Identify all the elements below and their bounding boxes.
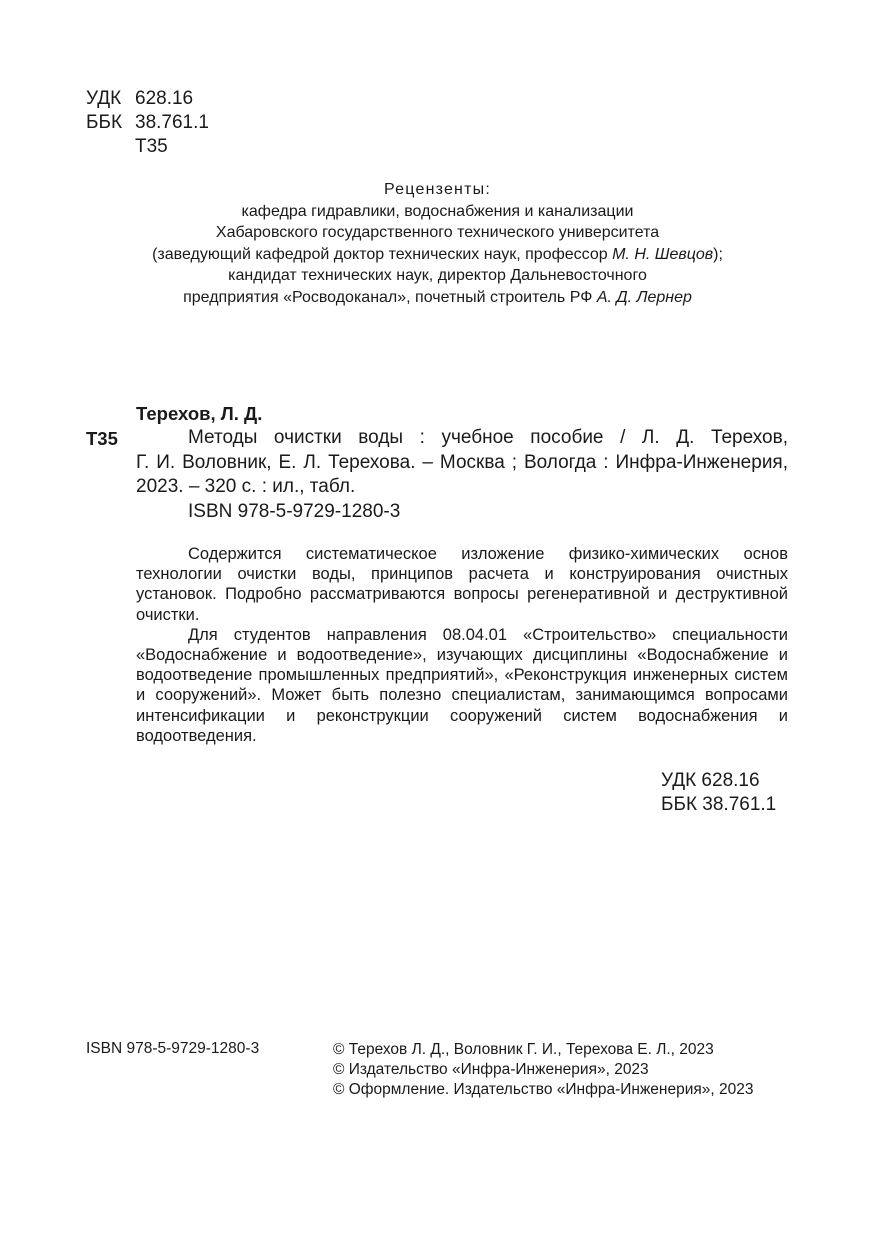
bbk-bottom: ББК 38.761.1 — [661, 794, 777, 815]
author-mark-row — [86, 135, 209, 159]
reviewers-line-3: (заведующий кафедрой доктор технических наук, профессор М. Н. Шевцов); — [152, 245, 723, 263]
copyright-line: © Терехов Л. Д., Воловник Г. И., Терехова Е. Л., 2023 — [333, 1041, 714, 1058]
author-mark: Т35 — [135, 136, 168, 157]
copyright-line: © Оформление. Издательство «Инфра-Инженерия», 2023 — [333, 1081, 754, 1099]
reviewers-line-4: кандидат технических наук, директор Дальневосточного — [228, 267, 647, 285]
udk-label: УДК — [86, 88, 122, 109]
reviewer-name-2: А. Д. Лернер — [596, 288, 692, 306]
description-rest: Г. И. Воловник, Е. Л. Терехова. – Москва ; Вологда : Инфра-Инженерия, 2023. – 320 с. : ил., табл. — [136, 451, 788, 497]
annotation-paragraph-2: Для студентов направления 08.04.01 «Строительство» специальности «Водоснабжение и водоотведение», изучающих дисциплины «Водоснабжение и водоотведение промышленных предприятий», «Реконструкция инженерных систем и сооружений». Может быть полезно специалистам, занимающимся вопросами интенсификации и реконструкции сооружений систем водоснабжения и водоотведения. — [136, 625, 788, 745]
bibliographic-code: Т35 — [86, 428, 118, 449]
bbk-row — [86, 111, 209, 135]
bibliographic-isbn: ISBN 978-5-9729-1280-3 — [188, 500, 401, 522]
annotation — [136, 544, 788, 746]
udk-row — [86, 87, 209, 111]
copyright-line: © Издательство «Инфра-Инженерия», 2023 — [333, 1061, 649, 1079]
annotation-paragraph-1: Содержится систематическое изложение физико-химических основ технологии очистки воды, принципов расчета и конструирования очистных установок. Подробно рассматриваются вопросы регенеративной и деструктивной очистки. — [136, 545, 788, 624]
reviewers-line-2: Хабаровского государственного технического университета — [215, 224, 660, 242]
bibliographic-description — [136, 426, 788, 524]
bbk-value: 38.761.1 — [135, 112, 209, 133]
reviewers-heading: Рецензенты: — [384, 181, 491, 198]
reviewers-line-1: кафедра гидравлики, водоснабжения и канализации — [241, 202, 634, 220]
footer-isbn: ISBN 978-5-9729-1280-3 — [86, 1040, 260, 1057]
bbk-label: ББК — [86, 112, 123, 133]
footer-copyrights — [333, 1040, 754, 1101]
udk-value: 628.16 — [135, 88, 194, 109]
classification-bottom — [661, 769, 776, 817]
udk-bottom: УДК 628.16 — [661, 770, 760, 791]
reviewers-line-5: предприятия «Росводоканал», почетный строитель РФ А. Д. Лернер — [183, 288, 692, 306]
reviewer-name-1: М. Н. Шевцов — [612, 245, 714, 263]
classification-top — [86, 87, 209, 159]
reviewers-block — [90, 179, 785, 309]
description-first-line: Методы очистки воды : учебное пособие / Л. Д. Терехов, — [188, 427, 788, 448]
bibliographic-author: Терехов, Л. Д. — [136, 403, 263, 424]
